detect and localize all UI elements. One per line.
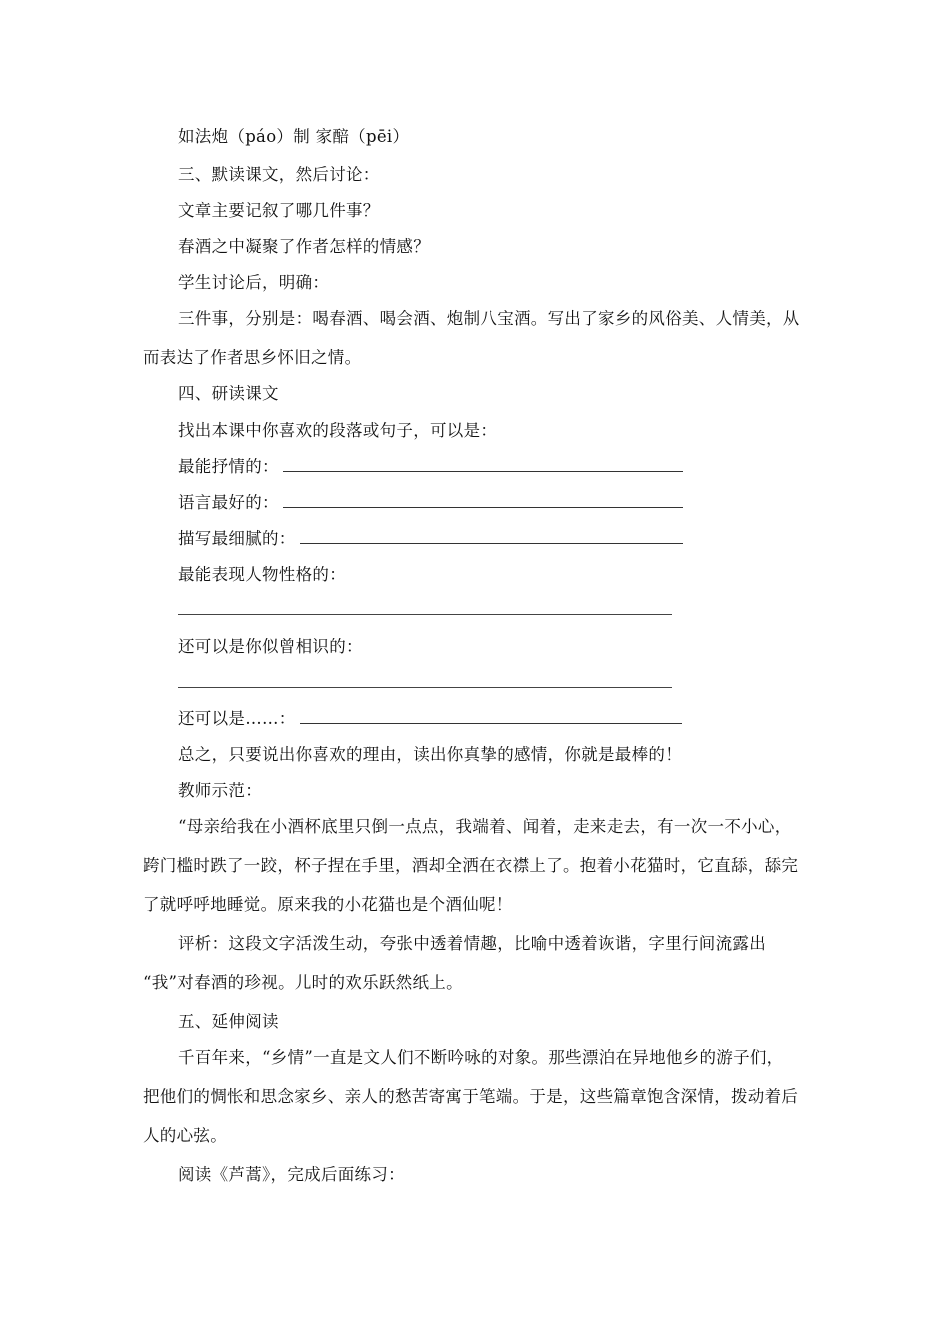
fill-label: 描写最细腻的：: [178, 529, 296, 548]
section-four-heading: 四、研读课文: [178, 384, 279, 403]
section-three-heading: 三、默读课文，然后讨论：: [178, 165, 380, 184]
answer-blank[interactable]: [283, 457, 683, 472]
pinyin-note: 如法炮（páo）制 家醅（pēi）: [178, 127, 410, 146]
quote-line-2: 跨门槛时跌了一跤，杯子捏在手里，酒却全洒在衣襟上了。抱着小花猫时，它直舔，舔完: [143, 856, 799, 875]
answer-blank[interactable]: [300, 529, 683, 544]
fill-item-other: [178, 709, 682, 729]
extension-line-2: 把他们的惆怅和思念家乡、亲人的愁苦寄寓于笔端。于是，这些篇章饱含深情，拨动着后: [143, 1087, 799, 1106]
extension-line-3: 人的心弦。: [143, 1126, 227, 1145]
extension-line-1: 千百年来，“乡情”一直是文人们不断吟咏的对象。那些漂泊在异地他乡的游子们，: [178, 1048, 784, 1067]
answer-blank-line[interactable]: [178, 687, 672, 688]
answer-blank-line[interactable]: [178, 614, 672, 615]
teacher-demo-label: 教师示范：: [178, 781, 262, 800]
fill-item-description: [178, 529, 683, 549]
fill-label: 最能抒情的：: [178, 457, 279, 476]
fill-item-familiar: 还可以是你似曾相识的：: [178, 637, 363, 656]
quote-line-3: 了就呼呼地睡觉。原来我的小花猫也是个酒仙呢！: [143, 895, 513, 914]
section-five-heading: 五、延伸阅读: [178, 1012, 279, 1031]
fill-item-character: 最能表现人物性格的：: [178, 565, 346, 584]
answer-blank[interactable]: [283, 493, 683, 508]
reading-task: 阅读《芦蒿》，完成后面练习：: [178, 1165, 405, 1184]
task-instruction: 找出本课中你喜欢的段落或句子，可以是：: [178, 421, 498, 440]
comment-line-2: “我”对春酒的珍视。儿时的欢乐跃然纸上。: [143, 973, 463, 992]
answer-paragraph-line-2: 而表达了作者思乡怀旧之情。: [143, 348, 362, 367]
fill-label: 还可以是……：: [178, 709, 296, 728]
fill-label: 语言最好的：: [178, 493, 279, 512]
fill-item-language: [178, 493, 683, 513]
summary-sentence: 总之，只要说出你喜欢的理由，读出你真挚的感情，你就是最棒的！: [178, 745, 682, 764]
answer-paragraph-line-1: 三件事，分别是：喝春酒、喝会酒、炮制八宝酒。写出了家乡的风俗美、人情美，从: [178, 309, 800, 328]
question-two: 春酒之中凝聚了作者怎样的情感？: [178, 237, 430, 256]
answer-blank[interactable]: [300, 709, 682, 724]
quote-line-1: “母亲给我在小酒杯底里只倒一点点，我端着、闻着，走来走去，有一次一不小心，: [178, 817, 792, 836]
question-one: 文章主要记叙了哪几件事？: [178, 201, 380, 220]
comment-line-1: 评析：这段文字活泼生动，夸张中透着情趣，比喻中透着诙谐，字里行间流露出: [178, 934, 766, 953]
discussion-intro: 学生讨论后，明确：: [178, 273, 330, 292]
fill-item-lyrical: [178, 457, 683, 477]
